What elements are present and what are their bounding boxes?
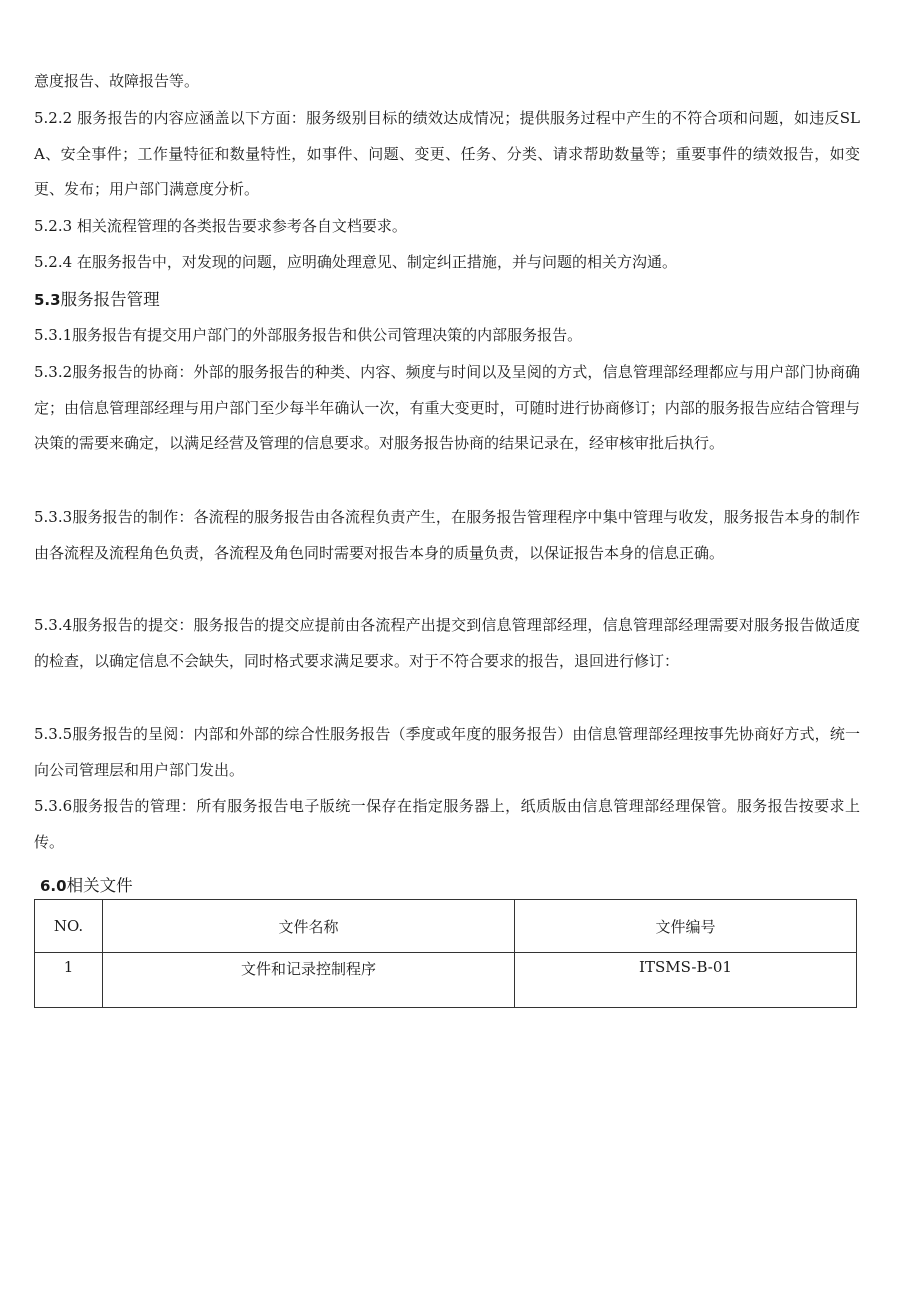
paragraph-5-2-4: 5.2.4 在服务报告中，对发现的问题，应明确处理意见、制定纠正措施，并与问题的相关方沟通。 [34, 253, 677, 271]
cell-file-name: 文件和记录控制程序 [103, 953, 515, 1008]
header-file-name: 文件名称 [103, 900, 515, 953]
paragraph-5-2-3: 5.2.3 相关流程管理的各类报告要求参考各自文档要求。 [34, 217, 407, 235]
header-file-code: 文件编号 [515, 900, 857, 953]
paragraph-5-3-2: 5.3.2服务报告的协商：外部的服务报告的种类、内容、频度与时间以及呈阅的方式，信息管理部经理都应与用户部门协商确定；由信息管理部经理与用户部门至少每半年确认一次，有重大变更时，可随时进行协商修订；内部的服务报告应结合管理与决策的需要来确定，以满足经营及管理的信息要求。对服务报告协商的结果记录在，经审核审批后执行。 [34, 363, 860, 453]
table-header-row [35, 900, 857, 953]
section-heading-5-3 [34, 286, 160, 314]
paragraph-5-3-1: 5.3.1服务报告有提交用户部门的外部服务报告和供公司管理决策的内部服务报告。 [34, 326, 583, 344]
table-row [35, 953, 857, 1008]
paragraph-continuation: 意度报告、故障报告等。 [34, 72, 200, 90]
section-title: 服务报告管理 [60, 290, 160, 309]
section-number: 5.3 [34, 291, 61, 309]
section-number: 6.0 [40, 877, 67, 895]
paragraph-5-3-6: 5.3.6服务报告的管理：所有服务报告电子版统一保存在指定服务器上，纸质版由信息管理部经理保管。服务报告按要求上传。 [34, 797, 860, 851]
paragraph-5-2-2: 5.2.2 服务报告的内容应涵盖以下方面：服务级别目标的绩效达成情况；提供服务过程中产生的不符合项和问题，如违反SLA、安全事件；工作量特征和数量特性，如事件、问题、变更、任务、分类、请求帮助数量等；重要事件的绩效报告，如变更、发布；用户部门满意度分析。 [34, 109, 860, 199]
section-heading-6-0 [40, 872, 133, 900]
header-no: NO. [35, 900, 103, 953]
paragraph-5-3-3: 5.3.3服务报告的制作：各流程的服务报告由各流程负责产生，在服务报告管理程序中集中管理与收发，服务报告本身的制作由各流程及流程角色负责，各流程及角色同时需要对报告本身的质量负责，以保证报告本身的信息正确。 [34, 508, 860, 562]
section-title: 相关文件 [66, 876, 133, 895]
paragraph-5-3-4: 5.3.4服务报告的提交：服务报告的提交应提前由各流程产出提交到信息管理部经理，信息管理部经理需要对服务报告做适度的检查，以确定信息不会缺失，同时格式要求满足要求。对于不符合要求的报告，退回进行修订： [34, 616, 860, 670]
cell-file-code: ITSMS-B-01 [515, 953, 857, 1008]
related-documents-table [34, 899, 857, 1008]
cell-no: 1 [35, 953, 103, 1008]
paragraph-5-3-5: 5.3.5服务报告的呈阅：内部和外部的综合性服务报告（季度或年度的服务报告）由信息管理部经理按事先协商好方式，统一向公司管理层和用户部门发出。 [34, 725, 860, 779]
